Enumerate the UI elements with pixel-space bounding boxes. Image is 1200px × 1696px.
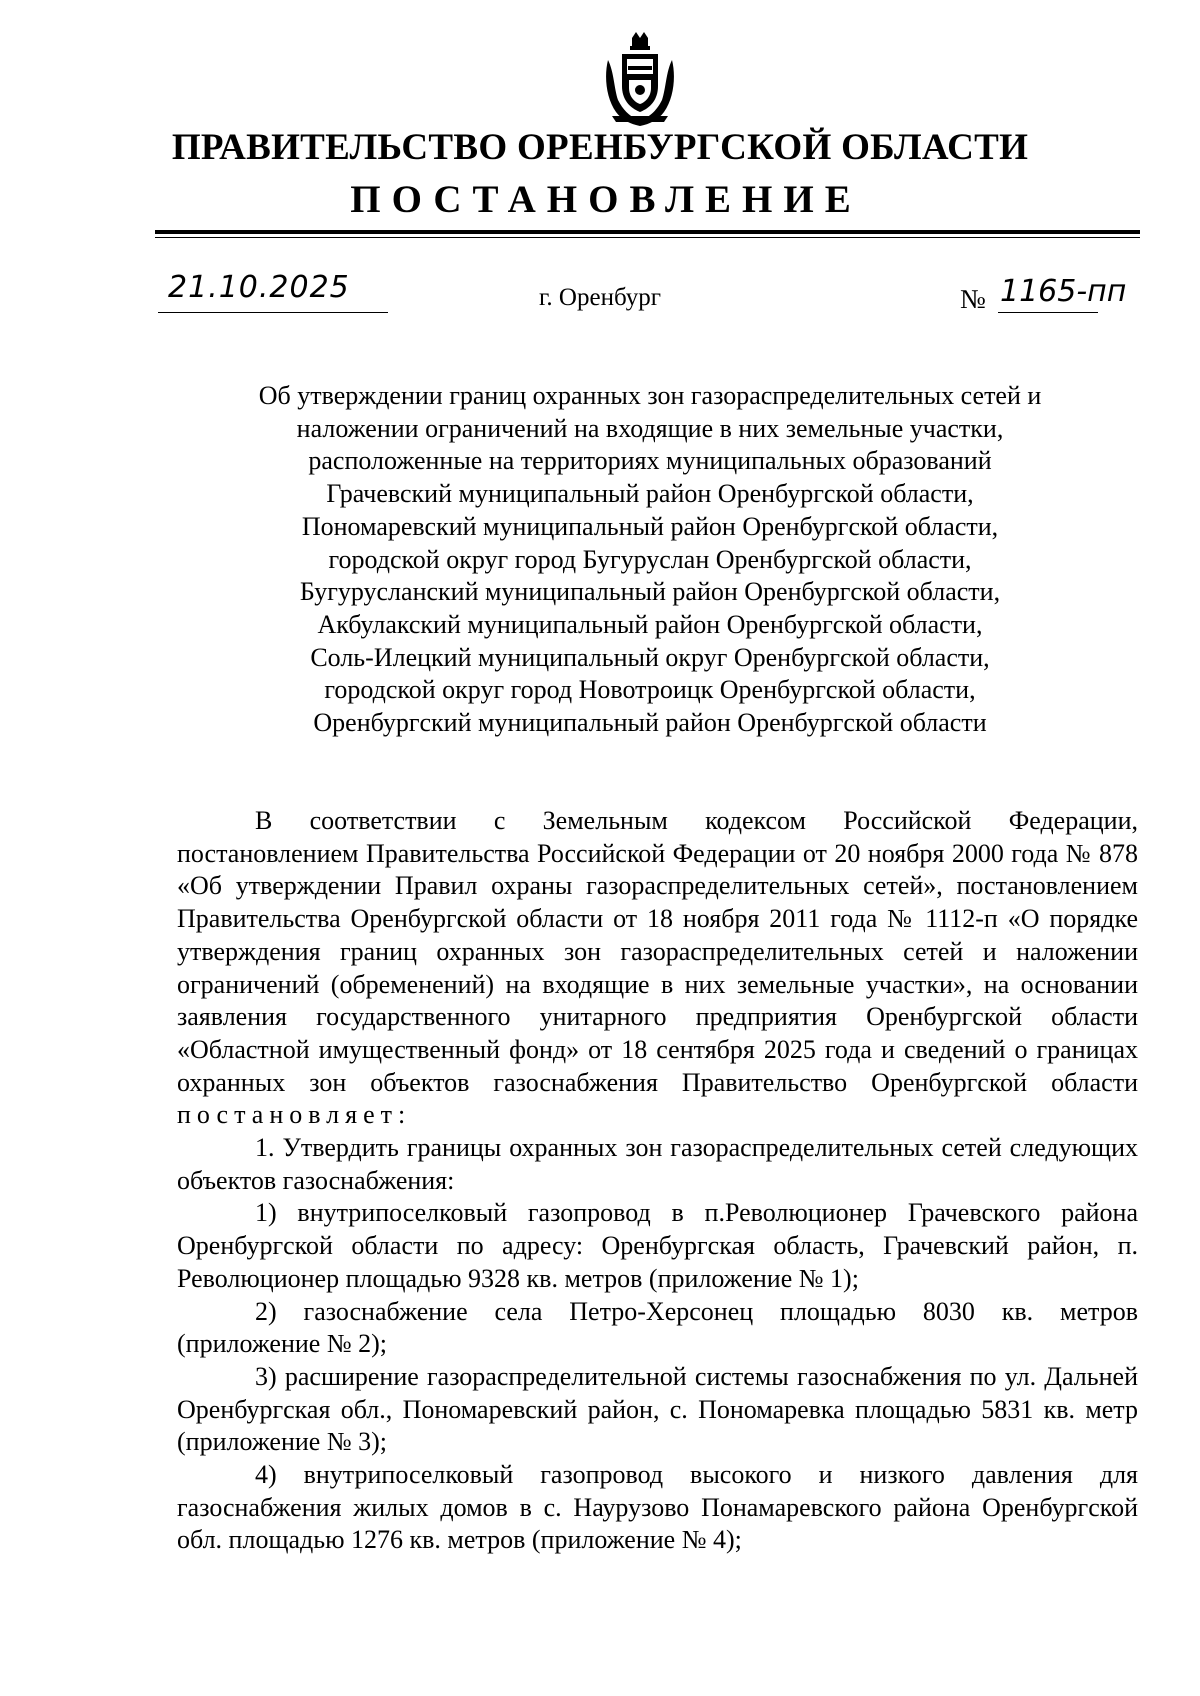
list-item: 1) внутрипоселковый газопровод в п.Революционер Грачевского района Оренбургской области по адресу: Оренбургская область, Грачевский район, п. Революционер площадью 9328 кв. метров (приложение № 1); [177, 1198, 1138, 1293]
document-body [177, 805, 1138, 1557]
subject-line: Соль-Илецкий муниципальный округ Оренбургской области, [310, 642, 990, 672]
subject-line: городской округ город Бугуруслан Оренбургской области, [328, 544, 972, 574]
subject-line: Оренбургский муниципальный район Оренбургской области [313, 708, 987, 738]
decree-word: постановляет: [177, 1100, 412, 1130]
number-sign: № [960, 284, 986, 314]
subject-line: Бугурусланский муниципальный район Оренбургской области, [299, 577, 1001, 607]
date-handwritten: 21.10.2025 [168, 270, 350, 305]
header-rule-thin [155, 237, 1140, 238]
subject-line: Об утверждении границ охранных зон газораспределительных сетей и [258, 381, 1042, 410]
subject-line: Пономаревский муниципальный район Оренбургской области, [301, 511, 999, 541]
coat-of-arms-icon [602, 32, 678, 128]
organization-title: ПРАВИТЕЛЬСТВО ОРЕНБУРГСКОЙ ОБЛАСТИ [171, 127, 1029, 168]
list-item: 2) газоснабжение села Петро-Херсонец площадью 8030 кв. метров (приложение № 2); [177, 1296, 1138, 1359]
preamble-paragraph [177, 805, 1138, 1132]
date-underline [158, 312, 388, 313]
number-handwritten: 1165-пп [1000, 274, 1127, 309]
document-number [960, 272, 1140, 318]
document-type-title: ПОСТАНОВЛЕНИЕ [350, 178, 862, 221]
point-1-paragraph: 1. Утвердить границы охранных зон газораспределительных сетей следующих объектов газоснабжения: [177, 1133, 1138, 1195]
subject-line: городской округ город Новотроицк Оренбургской области, [324, 675, 976, 705]
header-rule-thick [155, 230, 1140, 234]
list-item: 4) внутрипоселковый газопровод высокого и низкого давления для газоснабжения жилых домов в с. Наурузово Понамаревского района Оренбургской обл. площадью 1276 кв. метров (приложение № 4); [177, 1460, 1138, 1555]
document-city: г. Оренбург [539, 284, 661, 311]
subject-line: наложении ограничений на входящие в них земельные участки, [296, 413, 1004, 443]
number-underline [998, 312, 1098, 313]
subject-line: расположенные на территориях муниципальных образований [308, 446, 992, 476]
document-subject [150, 380, 1150, 740]
list-item: 3) расширение газораспределительной системы газоснабжения по ул. Дальней Оренбургская обл., Пономаревский район, с. Пономаревка площадью 5831 кв. метр (приложение № 3); [177, 1361, 1138, 1457]
subject-line: Акбулакский муниципальный район Оренбургской области, [317, 609, 983, 639]
subject-line: Грачевский муниципальный район Оренбургской области, [326, 479, 974, 509]
preamble-text: В соответствии с Земельным кодексом Российской Федерации, постановлением Правительства Российской Федерации от 20 ноября 2000 года № 878 «Об утверждении Правил охраны газораспределительных сетей», постановлением Правительства Оренбургской области от 18 ноября 2011 года № 1112-п «О порядке утверждения границ охранных зон газораспределительных сетей и наложении ограничений (обременений) на входящие в них земельные участки», на основании заявления государственного унитарного предприятия Оренбургской области «Областной имущественный фонд» от 18 сентября 2025 года и сведений о границах охранных зон объектов газоснабжения Правительство Оренбургской области [177, 806, 1138, 1097]
